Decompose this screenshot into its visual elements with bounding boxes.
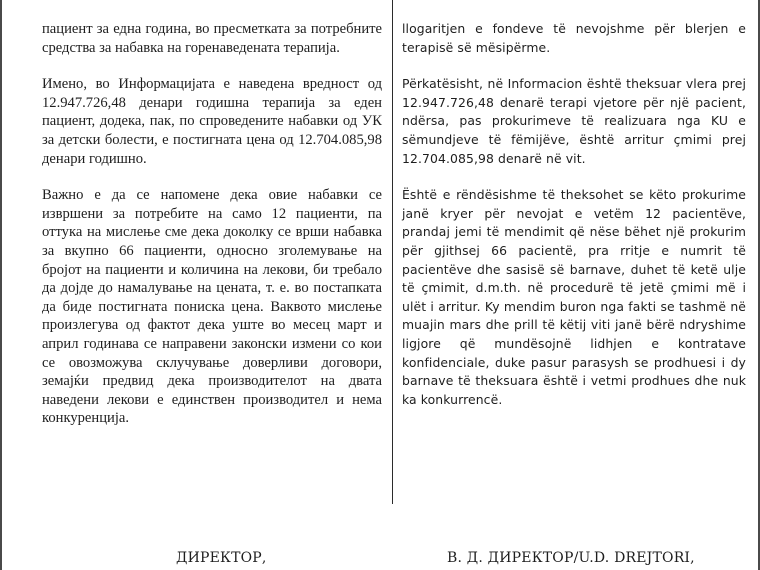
paragraph: llogaritjen e fondeve të nevojshme për blerjen e terapisë së mësipërme. — [402, 21, 746, 55]
paragraph: Имено, во Информацијата е наведена вредност од 12.947.726,48 денари годишна терапија за еден пациент, додека, пак, по спроведените набавки од УК за детски болести, е постигната цена од 12.704.085,98 денари годишно. — [42, 76, 382, 167]
albanian-text-column — [402, 20, 746, 427]
signature-title-left: ДИРЕКТОР, — [176, 550, 267, 566]
paragraph: Përkatësisht, në Informacion është theksuar vlera prej 12.947.726,48 denarë terapi vjetore për një pacient, ndërsa, pas prokurimeve të realizuara nga KU e sëmundjeve të fëmijëve, është arritur çmimi prej 12.704.085,98 denarë në vit. — [402, 76, 746, 166]
paragraph: Është e rëndësishme të theksohet se këto prokurime janë kryer për nevojat e vetëm 12 pacientëve, prandaj jemi të mendimit që nëse bëhet një prokurim për gjithsej 66 pacientë, pra rritje e numrit të pacientëve dhe sasisë së barnave, duhet të ketë ulje të çmimit, d.m.th. në procedurë të jetë çmimi më i ulët i arritur. Ky mendim buron nga fakti se tashmë në muajin mars dhe prill të këtij viti janë bërë ndryshime ligjore që mundësojnë lidhjen e kontratave konfidenciale, duke pasur parasysh se prodhuesi i dy barnave të theksuara është i vetmi prodhues dhe nuk ka konkurrencë. — [402, 187, 746, 407]
macedonian-text-column — [42, 20, 382, 446]
paragraph: пациент за една година, во пресметката за потребните средства за набавка на горенаведената терапија. — [42, 21, 382, 56]
signature-title-right: В. Д. ДИРЕКТОР/U.D. DREJTORI, — [447, 550, 695, 566]
paragraph: Важно е да се напомене дека овие набавки се извршени за потребите на само 12 пациенти, па оттука на мислење сме дека доколку се врши набавка за вкупно 66 пациенти, односно зголемување на бројот на пациенти и количина на лекови, би требало да дојде до намалување на цената, т. е. во постапката да биде постигната пониска цена. Ваквото мислење произлегува од фактот дека уште во месец март и април годинава се направени законски измени со кои се овозможува склучување доверливи договори, земајќи предвид дека производителот на двата наведени лекови е единствен производител и нема конкуренција. — [42, 187, 382, 427]
page-left-border — [0, 0, 2, 570]
column-divider — [392, 0, 393, 504]
